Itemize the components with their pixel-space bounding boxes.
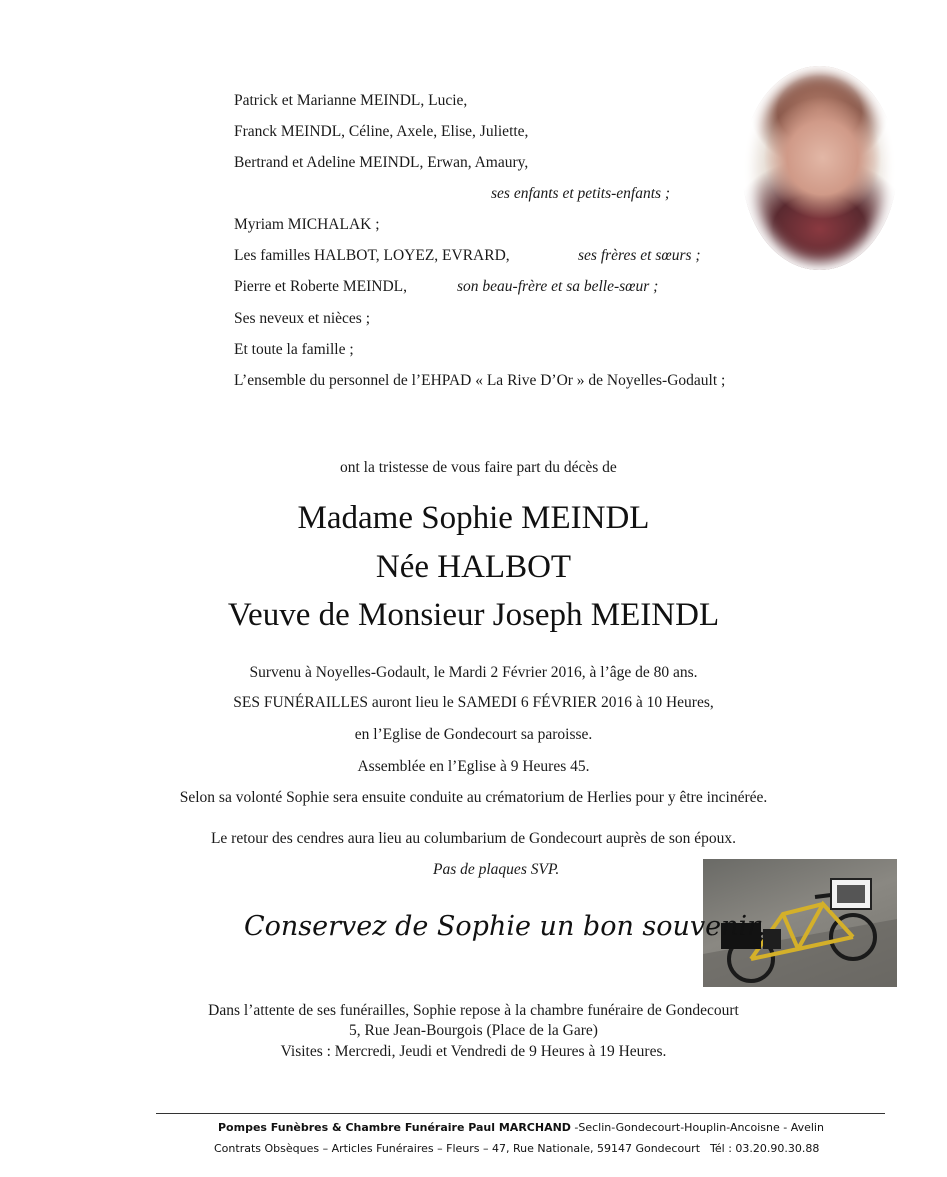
footer-company: Pompes Funèbres & Chambre Funéraire Paul MARCHAND: [218, 1121, 571, 1134]
family-line-1: Patrick et Marianne MEINDL, Lucie,: [234, 92, 468, 109]
family-line-6-caption: son beau-frère et sa belle-sœur ;: [457, 278, 659, 295]
detail-assembly: Assemblée en l’Eglise à 9 Heures 45.: [357, 758, 590, 775]
detail-ashes: Le retour des cendres aura lieu au columbarium de Gondecourt auprès de son époux.: [210, 830, 737, 847]
footer-divider: [156, 1113, 885, 1114]
family-line-5-caption: ses frères et sœurs ;: [578, 247, 701, 264]
detail-crematorium: Selon sa volonté Sophie sera ensuite conduite au crématorium de Herlies pour y être incinérée.: [179, 789, 768, 806]
detail-church: en l’Eglise de Gondecourt sa paroisse.: [354, 726, 593, 743]
footer-locations: -Seclin-Gondecourt-Houplin-Ancoisne - Avelin: [570, 1121, 824, 1134]
family-line-3: Bertrand et Adeline MEINDL, Erwan, Amaury,: [234, 154, 529, 171]
deceased-name: Madame Sophie MEINDL: [297, 500, 650, 536]
family-line-8: Et toute la famille ;: [234, 341, 354, 358]
footer-phone: Tél : 03.20.90.30.88: [710, 1142, 820, 1155]
family-line-7: Ses neveux et nièces ;: [234, 310, 371, 327]
portrait-photo: [742, 66, 897, 270]
family-line-3-caption: ses enfants et petits-enfants ;: [491, 185, 671, 202]
detail-no-plaques: Pas de plaques SVP.: [433, 861, 560, 878]
family-line-2: Franck MEINDL, Céline, Axele, Elise, Juliette,: [234, 123, 529, 140]
memory-quote: Conservez de Sophie un bon souvenir.: [244, 911, 766, 942]
family-line-5: Les familles HALBOT, LOYEZ, EVRARD,: [234, 247, 510, 264]
deceased-maiden-name: Née HALBOT: [375, 549, 572, 585]
visitation-line-1: Dans l’attente de ses funérailles, Sophie repose à la chambre funéraire de Gondecourt: [208, 1002, 739, 1019]
visitation-hours: Visites : Mercredi, Jeudi et Vendredi de 9 Heures à 19 Heures.: [280, 1043, 667, 1060]
announcement: ont la tristesse de vous faire part du décès de: [340, 459, 617, 476]
visitation-address: 5, Rue Jean-Bourgois (Place de la Gare): [349, 1022, 598, 1039]
footer-services-line: [214, 1142, 819, 1155]
family-line-9: L’ensemble du personnel de l’EHPAD « La Rive D’Or » de Noyelles-Godault ;: [234, 372, 726, 389]
footer-services: Contrats Obsèques – Articles Funéraires – Fleurs – 47, Rue Nationale, 59147 Gondecourt: [214, 1142, 701, 1155]
detail-funeral: SES FUNÉRAILLES auront lieu le SAMEDI 6 FÉVRIER 2016 à 10 Heures,: [233, 694, 714, 711]
footer-company-line: [218, 1121, 824, 1134]
family-line-6: Pierre et Roberte MEINDL,: [234, 278, 408, 295]
family-line-4: Myriam MICHALAK ;: [234, 216, 380, 233]
detail-death: Survenu à Noyelles-Godault, le Mardi 2 Février 2016, à l’âge de 80 ans.: [249, 664, 698, 681]
deceased-widow-of: Veuve de Monsieur Joseph MEINDL: [227, 597, 720, 633]
